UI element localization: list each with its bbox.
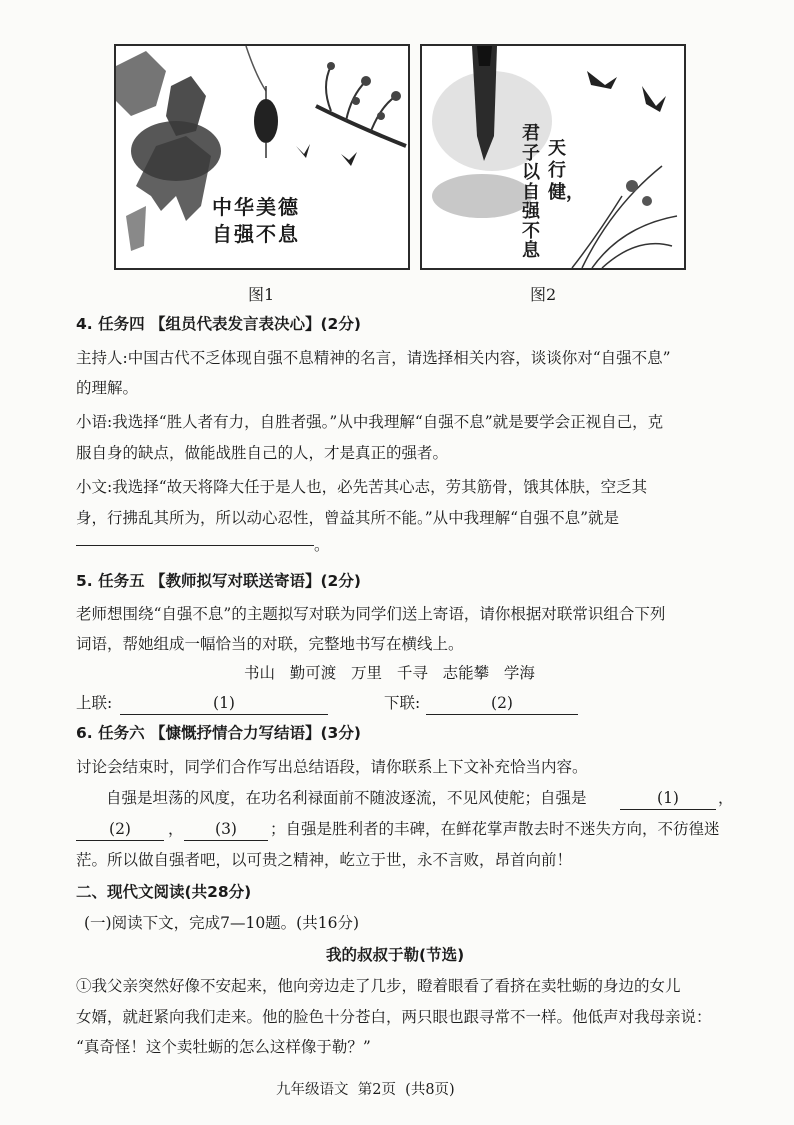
article-para1-line3: “真奇怪！这个卖牡蛎的怎么这样像于勒？” [76, 1038, 371, 1056]
bird-illustration [296, 144, 310, 158]
figure-2-frame [420, 44, 686, 270]
figure-1-text-line2: 自强不息 [212, 222, 300, 246]
task6-para-line3: ；自强是胜利者的丰碑，在鲜花掌声散去时不迷失方向，不彷徨迷 [270, 820, 720, 838]
task4-host-line1: 主持人:中国古代不乏体现自强不息精神的名言，请选择相关内容，谈谈你对“自强不息” [76, 349, 671, 367]
orchid-illustration [572, 166, 677, 268]
article-para1-line1: ①我父亲突然好像不安起来，他向旁边走了几步，瞪着眼看了看挤在卖牡蛎的身边的女儿 [76, 977, 681, 995]
task4-end-mark: 。 [314, 536, 330, 554]
task5-upper-blank[interactable]: (1) [120, 692, 328, 715]
task5-lower-blank[interactable]: (2) [426, 692, 578, 715]
figure-1-frame [114, 44, 410, 270]
task6-title: 6. 任务六 【慷慨抒情合力写结语】(3分) [76, 724, 361, 742]
task5-para-line2: 词语，帮她组成一幅恰当的对联，完整地书写在横线上。 [76, 635, 464, 653]
task6-blank-2[interactable]: (2) [76, 818, 164, 841]
task5-upper-label: 上联: [76, 694, 113, 712]
article-para1-line2: 女婿，就赶紧向我们走来。他的脸色十分苍白，两只眼也跟寻常不一样。他低声对我母亲说： [76, 1008, 712, 1026]
task4-xiaoyu-line1: 小语:我选择“胜人者有力，自胜者强。”从中我理解“自强不息”就是要学会正视自己，克 [76, 413, 664, 431]
task5-word-bank: 书山 勤可渡 万里 千寻 志能攀 学海 [244, 664, 535, 682]
task6-para-line4: 茫。所以做自强者吧，以可贵之精神，屹立于世，永不言败，昂首向前！ [76, 851, 573, 869]
task5-title: 5. 任务五 【教师拟写对联送寄语】(2分) [76, 572, 361, 590]
section2-heading: 二、现代文阅读(共28分) [76, 883, 252, 901]
figure-1-text-line1: 中华美德 [212, 195, 300, 219]
horseman-illustration [116, 51, 221, 251]
task5-para-line1: 老师想围绕“自强不息”的主题拟写对联为同学们送上寄语，请你根据对联常识组合下列 [76, 605, 666, 623]
section2-subheading: (一)阅读下文，完成7—10题。(共16分) [84, 914, 359, 932]
task6-blank-1[interactable]: (1) [620, 787, 716, 810]
task4-xiaowen-line2: 身，行拂乱其所为，所以动心忍性，曾益其所不能。”从中我理解“自强不息”就是 [76, 509, 620, 527]
task4-title: 4. 任务四 【组员代表发言表决心】(2分) [76, 315, 361, 333]
figure-2-text-col1: 天行健， [548, 138, 584, 203]
task6-para-line1: 讨论会结束时，同学们合作写出总结语段，请你联系上下文补充恰当内容。 [76, 758, 588, 776]
swallow-illustration [587, 71, 617, 89]
figure-2-text-col2: 君子以自强不息 [522, 123, 540, 261]
task4-xiaowen-line1: 小文:我选择“故天将降大任于是人也，必先苦其心志，劳其筋骨，饿其体肤，空乏其 [76, 478, 648, 496]
task6-para-line2: 自强是坦荡的风度，在功名利禄面前不随波逐流，不见风使舵；自强是 [106, 789, 587, 807]
task4-xiaoyu-line2: 服自身的缺点，做能战胜自己的人，才是真正的强者。 [76, 444, 449, 462]
task4-host-line2: 的理解。 [76, 379, 139, 397]
article-title: 我的叔叔于勒(节选) [326, 946, 465, 964]
task4-answer-blank[interactable] [76, 544, 314, 546]
figure-1-caption: 图1 [248, 285, 275, 304]
lantern-illustration [254, 99, 278, 143]
task5-lower-label: 下联: [384, 694, 421, 712]
figure-2-caption: 图2 [530, 285, 557, 304]
page-footer: 九年级语文 第2页 (共8页) [276, 1082, 455, 1098]
task6-blank-3[interactable]: (3) [184, 818, 268, 841]
task6-comma-2: ， [168, 820, 184, 838]
task6-comma-1: ， [718, 789, 734, 807]
